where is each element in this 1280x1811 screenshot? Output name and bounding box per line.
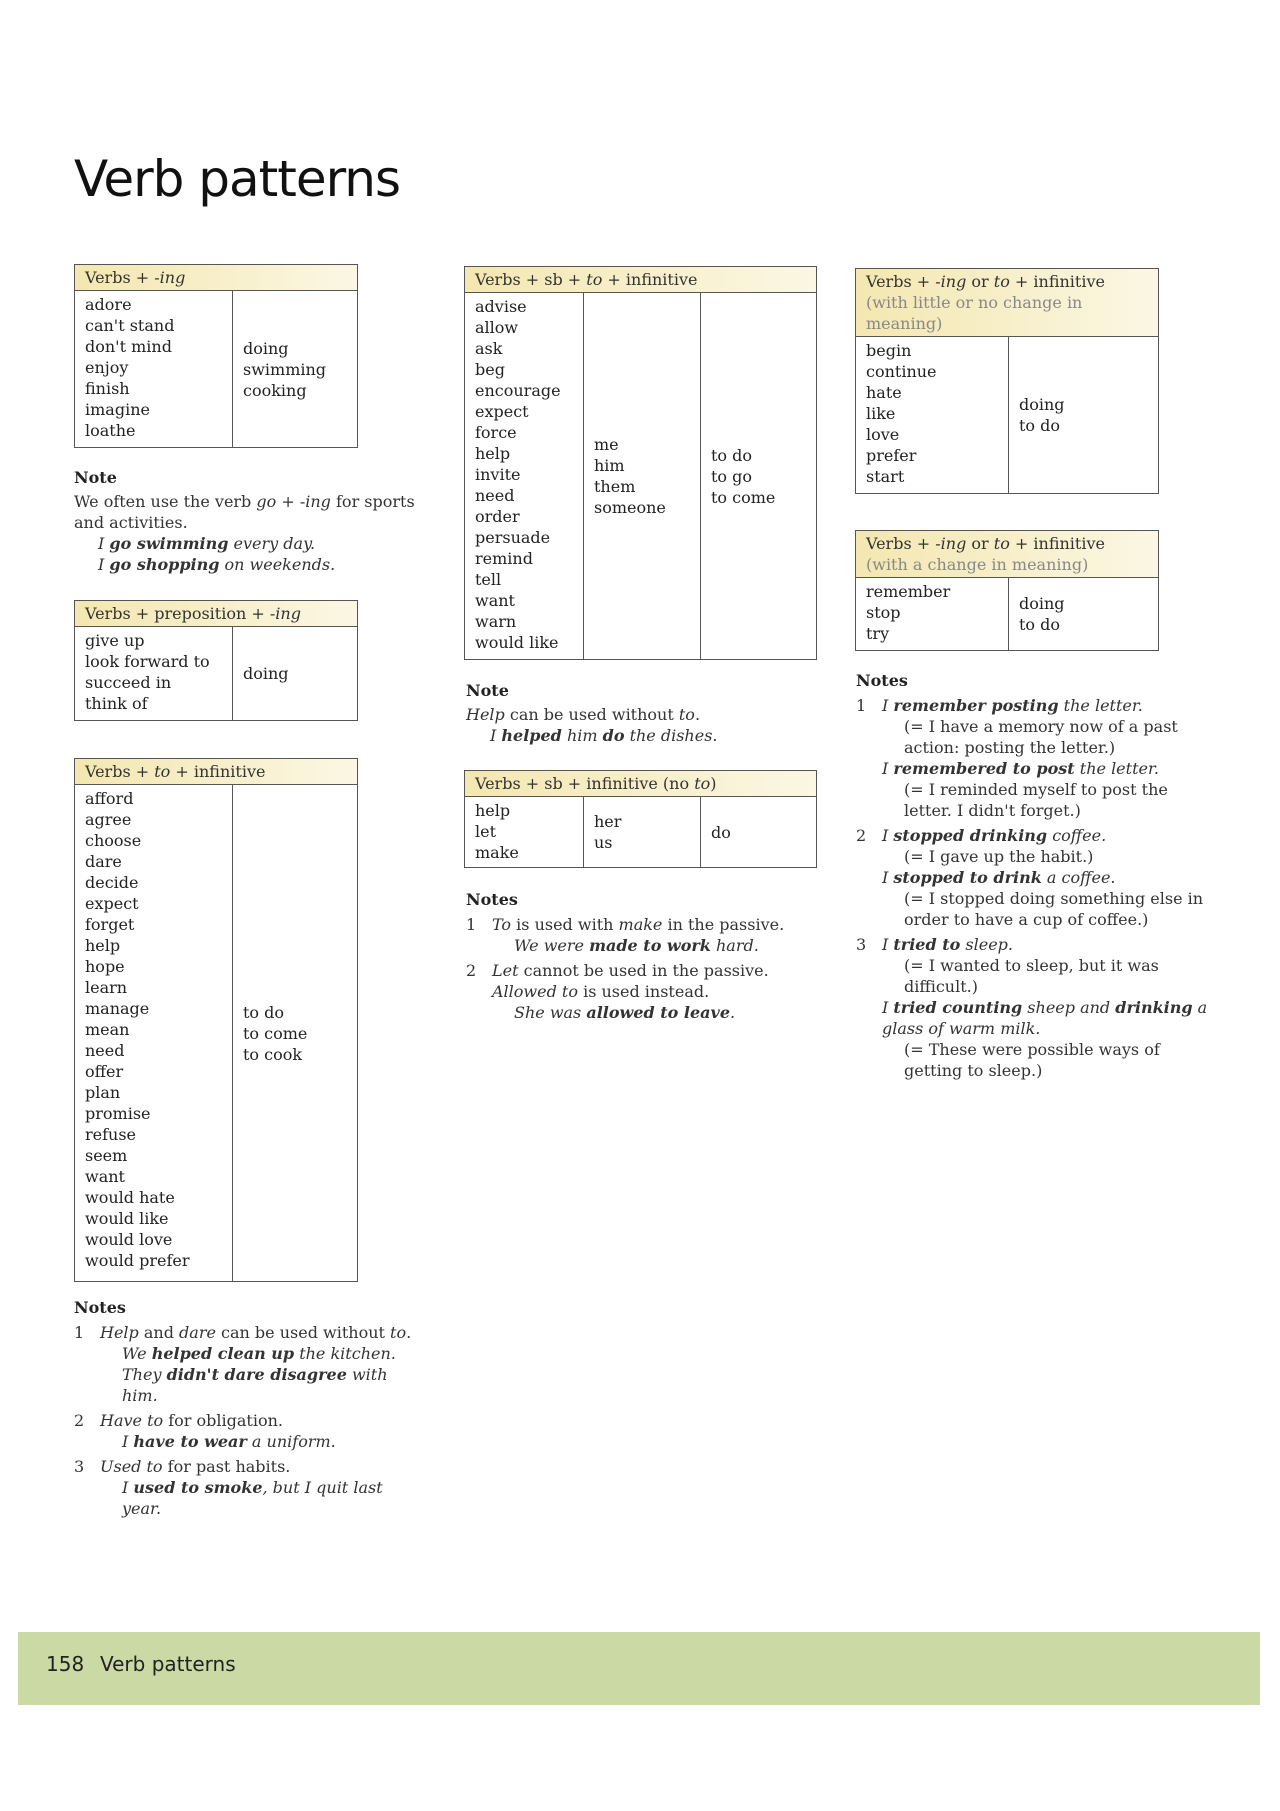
table-header: Verbs + to + infinitive: [75, 759, 357, 785]
table-cell: her: [594, 812, 622, 831]
note-help: Note Help can be used without to. I helped him do the dishes.: [466, 681, 718, 745]
table-cell: doing: [1019, 395, 1065, 414]
table-header: Verbs + -ing or to + infinitive (with little or no change in meaning): [856, 269, 1158, 337]
table-cell: order: [475, 507, 520, 526]
table-cell: to go: [711, 466, 753, 486]
table-verbs-sb-to-infinitive: [464, 266, 817, 660]
table-cell: to do: [1019, 615, 1061, 634]
table-cell: tell: [475, 570, 502, 589]
table-cell: promise: [85, 1104, 151, 1123]
table-cell: seem: [85, 1146, 128, 1165]
table-cell: adore: [85, 295, 132, 314]
table-cell: would love: [85, 1230, 173, 1249]
table-cell: choose: [85, 831, 142, 850]
table-header: Verbs + sb + to + infinitive: [465, 267, 816, 293]
table-cell: allow: [475, 318, 519, 337]
table-cell: to do: [243, 1002, 285, 1022]
table-cell: dare: [85, 852, 122, 871]
table-cell: hate: [866, 383, 902, 402]
table-verbs-sb-infinitive-no-to: [464, 770, 817, 868]
table-column: [700, 797, 816, 867]
table-cell: succeed in: [85, 673, 172, 692]
table-cell: doing: [243, 664, 289, 683]
table-cell: invite: [475, 465, 521, 484]
table-cell: offer: [85, 1062, 124, 1081]
table-cell: love: [866, 425, 900, 444]
table-cell: encourage: [475, 381, 561, 400]
table-column: [232, 785, 357, 1281]
table-cell: beg: [475, 360, 505, 379]
table-cell: look forward to: [85, 652, 210, 671]
table-cell: to come: [711, 487, 776, 507]
table-column: [232, 627, 357, 720]
table-cell: persuade: [475, 528, 551, 547]
table-column: [75, 291, 232, 447]
table-cell: would prefer: [85, 1251, 190, 1270]
table-cell: prefer: [866, 446, 917, 465]
table-cell: help: [85, 936, 121, 955]
table-column: [75, 627, 232, 720]
table-cell: don't mind: [85, 337, 172, 356]
table-cell: swimming: [243, 359, 327, 379]
table-cell: force: [475, 423, 517, 442]
table-cell: ask: [475, 339, 503, 358]
table-cell: help: [475, 801, 511, 820]
notes-to-infinitive: Notes 1 Help and dare can be used without to. We helped clean up the kitchen. They didn't dare disagree with him. 2 Have to for obligation. I have to wear a uniform. 3 Used to for past habits. I used to smoke, but I quit last year.: [74, 1298, 412, 1518]
table-header: Verbs + sb + infinitive (no to): [465, 771, 816, 797]
table-cell: help: [475, 444, 511, 463]
table-verbs-to-infinitive: [74, 758, 358, 1282]
table-column: [1008, 578, 1158, 650]
table-cell: would like: [85, 1209, 169, 1228]
table-column: [232, 291, 357, 447]
table-cell: plan: [85, 1083, 121, 1102]
table-cell: would hate: [85, 1188, 175, 1207]
table-cell: want: [475, 591, 515, 610]
table-column: [465, 293, 583, 659]
page-footer: [18, 1632, 1260, 1705]
note-go-ing: Note We often use the verb go + -ing for sports and activities. I go swimming every day. I go shopping on weekends.: [74, 468, 415, 574]
table-cell: manage: [85, 999, 150, 1018]
table-cell: expect: [475, 402, 529, 421]
table-cell: hope: [85, 957, 125, 976]
table-cell: doing: [243, 338, 289, 358]
footer-section-title: Verb patterns: [100, 1652, 236, 1676]
table-cell: finish: [85, 379, 130, 398]
table-cell: mean: [85, 1020, 130, 1039]
table-cell: advise: [475, 297, 527, 316]
table-cell: me: [594, 435, 619, 454]
table-cell: continue: [866, 362, 937, 381]
table-cell: them: [594, 477, 636, 496]
notes-no-to: Notes 1 To is used with make in the passive. We were made to work hard. 2 Let cannot be used in the passive. Allowed to is used instead. She was allowed to leave.: [466, 890, 785, 1022]
table-cell: to do: [1019, 416, 1061, 435]
table-column: [583, 797, 700, 867]
table-verbs-ing-or-to-same-meaning: [855, 268, 1159, 494]
table-cell: to do: [711, 445, 753, 465]
table-cell: decide: [85, 873, 139, 892]
table-cell: enjoy: [85, 358, 129, 377]
table-cell: give up: [85, 631, 145, 650]
table-cell: start: [866, 467, 905, 486]
table-column: [583, 293, 700, 659]
table-cell: refuse: [85, 1125, 137, 1144]
table-column: [465, 797, 583, 867]
table-column: [1008, 337, 1158, 493]
table-column: [856, 337, 1008, 493]
table-cell: remind: [475, 549, 533, 568]
table-cell: imagine: [85, 400, 150, 419]
table-cell: doing: [1019, 594, 1065, 613]
table-cell: to cook: [243, 1044, 303, 1064]
table-header: Verbs + -ing or to + infinitive (with a change in meaning): [856, 531, 1158, 578]
table-verbs-ing: [74, 264, 358, 448]
table-cell: think of: [85, 694, 148, 713]
table-cell: him: [594, 456, 625, 475]
table-cell: begin: [866, 341, 912, 360]
table-cell: forget: [85, 915, 135, 934]
table-cell: to come: [243, 1023, 308, 1043]
table-header: Verbs + preposition + -ing: [75, 601, 357, 627]
table-cell: make: [475, 843, 519, 862]
table-cell: can't stand: [85, 316, 175, 335]
table-column: [700, 293, 816, 659]
table-cell: learn: [85, 978, 128, 997]
table-cell: would like: [475, 633, 559, 652]
table-cell: afford: [85, 789, 134, 808]
notes-change-meaning: Notes 1 I remember posting the letter. (= I have a memory now of a past action: posting the letter.) I remembered to post the letter. (= I reminded myself to post the letter. I didn't forget.) 2 I stopped drinking coffee. (= I gave up the habit.) I stopped to drink a coffee. (= I stopped doing something else in order to have a cup of coffee.) 3 I tried to sleep. (= I wanted to sleep, but it was difficult.) I tried counting sheep and drinking a glass of warm milk. (= These were possible ways of getting to sleep.): [856, 671, 1208, 1080]
table-cell: cooking: [243, 380, 307, 400]
page-title: Verb patterns: [74, 150, 401, 208]
table-cell: us: [594, 833, 613, 852]
table-cell: someone: [594, 498, 666, 517]
table-cell: try: [866, 624, 890, 643]
table-cell: want: [85, 1167, 125, 1186]
page-number: 158: [46, 1652, 85, 1676]
table-cell: stop: [866, 603, 901, 622]
table-cell: loathe: [85, 421, 136, 440]
table-verbs-ing-or-to-change-meaning: [855, 530, 1159, 651]
table-cell: expect: [85, 894, 139, 913]
table-cell: agree: [85, 810, 132, 829]
table-cell: like: [866, 404, 896, 423]
table-column: [856, 578, 1008, 650]
table-verbs-preposition-ing: [74, 600, 358, 721]
table-cell: let: [475, 822, 497, 841]
table-header: Verbs + -ing: [75, 265, 357, 291]
table-column: [75, 785, 232, 1281]
table-cell: need: [475, 486, 515, 505]
table-cell: remember: [866, 582, 951, 601]
table-cell: need: [85, 1041, 125, 1060]
table-cell: warn: [475, 612, 517, 631]
table-cell: do: [711, 822, 731, 842]
